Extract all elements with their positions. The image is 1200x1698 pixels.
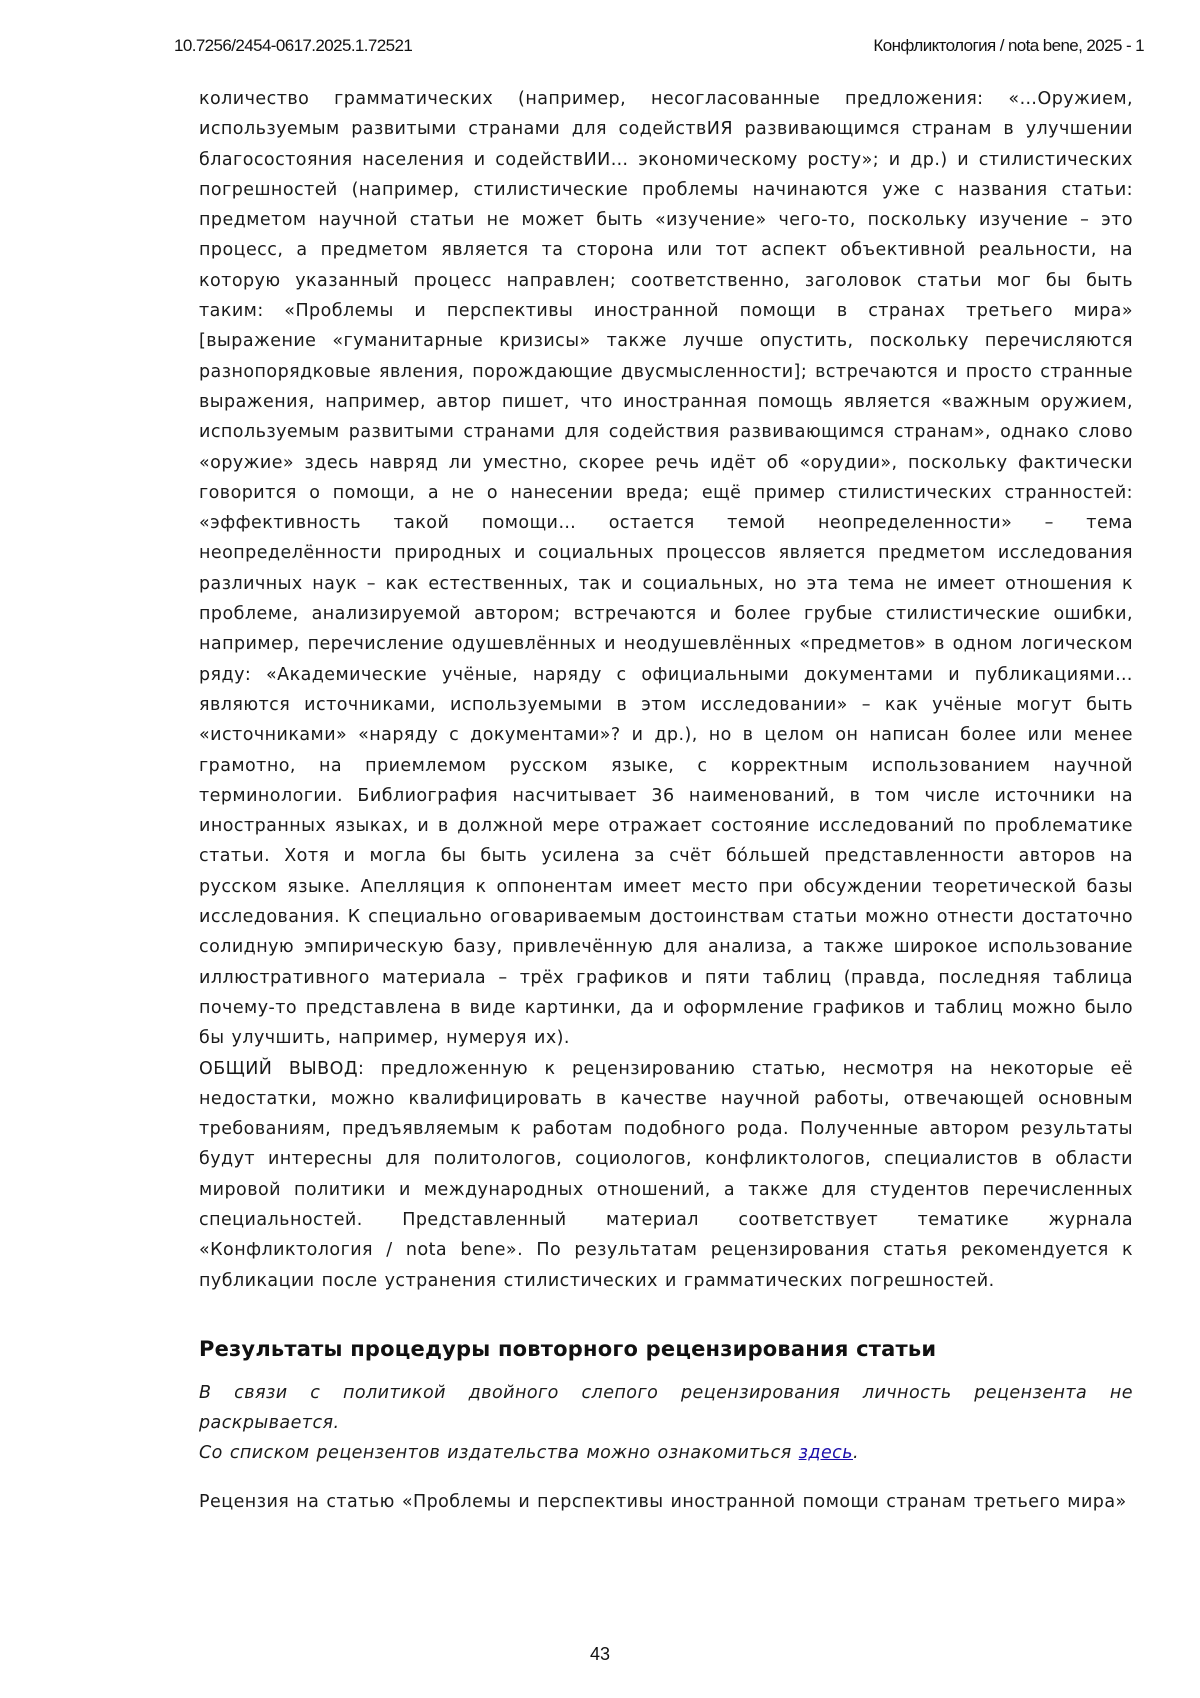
journal-label: Конфликтология / nota bene, 2025 - 1 <box>873 36 1144 55</box>
reviewers-list-link[interactable]: здесь <box>798 1443 853 1464</box>
reviewers-list-suffix: . <box>853 1443 860 1464</box>
review-title: Рецензия на статью «Проблемы и перспективы иностранной помощи странам третьего мира» <box>199 1491 1127 1512</box>
reviewers-list-text: Со списком рецензентов издательства можно ознакомиться <box>199 1443 799 1464</box>
doi-label: 10.7256/2454-0617.2025.1.72521 <box>174 36 413 55</box>
review-paragraph-1: количество грамматических (например, несогласованные предложения: «…Оружием, используемым развитыми странами для содействИЯ развивающимся странам в улучшении благосостояния населения и содействИИ… экономическому росту»; и др.) и стилистических погрешностей (например, стилистические проблемы начинаются уже с названия статьи: предметом научной статьи не может быть «изучение» чего-то, поскольку изучение – это процесс, а предметом является та сторона или тот аспект объективной реальности, на которую указанный процесс направлен; соответственно, заголовок статьи мог бы быть таким: «Проблемы и перспективы иностранной помощи в странах третьего мира» [выражение «гуманитарные кризисы» также лучше опустить, поскольку перечисляются разнопорядковые явления, порождающие двусмысленности]; встречаются и просто странные выражения, например, автор пишет, что иностранная помощь является «важным оружием, используемым развитыми странами для содействия развивающимся странам», однако слово «оружие» здесь навряд ли уместно, скорее речь идёт об «орудии», поскольку фактически говорится о помощи, а не о нанесении вреда; ещё пример стилистических странностей: «эффективность такой помощи… остается темой неопределенности» – тема неопределённости природных и социальных процессов является предметом исследования различных наук – как естественных, так и социальных, но эта тема не имеет отношения к проблеме, анализируемой автором; встречаются и более грубые стилистические ошибки, например, перечисление одушевлённых и неодушевлённых «предметов» в одном логическом ряду: «Академические учёные, наряду с официальными документами и публикациями… являются источниками, используемыми в этом исследовании» – как учёные могут быть «источниками» «наряду с документами»? и др.), но в целом он написан более или менее грамотно, на приемлемом русском языке, с корректным использованием научной терминологии. Библиография насчитывает 36 наименований, в том числе источники на иностранных языках, и в должной мере отражает состояние исследований по проблематике статьи. Хотя и могла бы быть усилена за счёт бóльшей представленности авторов на русском языке. Апелляция к оппонентам имеет место при обсуждении теоретической базы исследования. К специально оговариваемым достоинствам статьи можно отнести достаточно солидную эмпирическую базу, привлечённую для анализа, а также широкое использование иллюстративного материала – трёх графиков и пяти таблиц (правда, последняя таблица почему-то представлена в виде картинки, да и оформление графиков и таблиц можно было бы улучшить, например, нумеруя их). <box>199 89 1133 1049</box>
blind-review-notice: В связи с политикой двойного слепого рецензирования личность рецензента не раскрывается. <box>199 1382 1133 1434</box>
page-header <box>174 36 1144 60</box>
page-number: 43 <box>589 1644 611 1664</box>
reviewers-list-note <box>199 1438 1133 1468</box>
section-title: Результаты процедуры повторного рецензирования статьи <box>199 1336 937 1361</box>
review-conclusion-paragraph: ОБЩИЙ ВЫВОД: предложенную к рецензированию статью, несмотря на некоторые её недостатки, можно квалифицировать в качестве научной работы, отвечающей основным требованиям, предъявляемым к работам подобного рода. Полученные автором результаты будут интересны для политологов, социологов, конфликтологов, специалистов в области мировой политики и международных отношений, а также для студентов перечисленных специальностей. Представленный материал соответствует тематике журнала «Конфликтология / nota bene». По результатам рецензирования статья рекомендуется к публикации после устранения стилистических и грамматических погрешностей. <box>199 1058 1133 1291</box>
page-content <box>199 84 1133 1517</box>
